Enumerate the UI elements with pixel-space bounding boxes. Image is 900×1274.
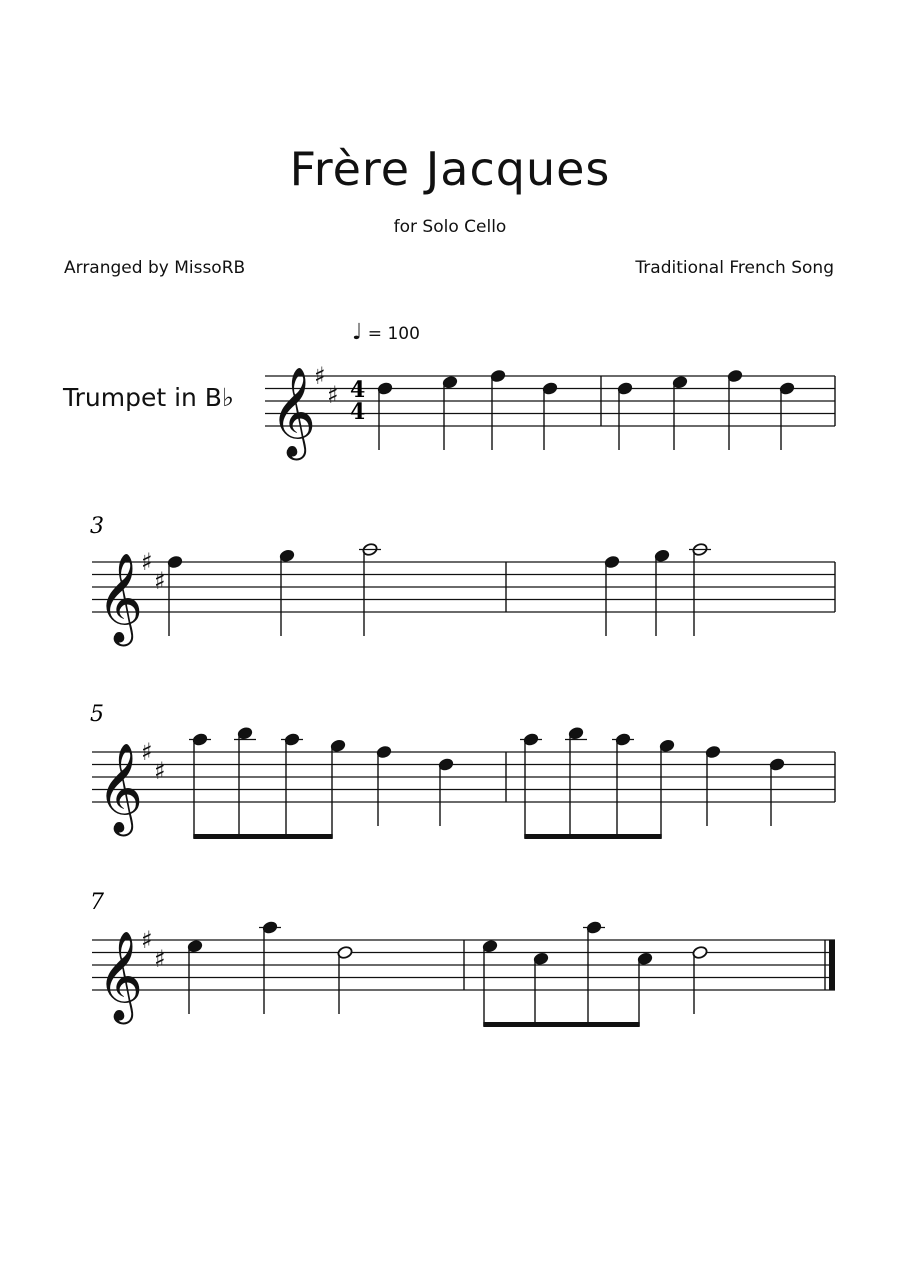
final-barline-thick xyxy=(829,940,835,990)
composer-credit: Traditional French Song xyxy=(635,258,834,278)
quarter-note-icon: ♩ xyxy=(352,320,363,345)
eighth-note-beam xyxy=(193,834,332,839)
instrument-name: Trumpet in B♭ xyxy=(63,383,234,412)
sharp-icon: ♯ xyxy=(154,566,166,595)
sharp-icon: ♯ xyxy=(314,362,326,390)
eighth-note-beam xyxy=(524,834,661,839)
time-signature-numerator: 4 xyxy=(350,377,366,403)
treble-clef-icon: 𝄞 xyxy=(270,367,317,457)
treble-clef-icon: 𝄞 xyxy=(97,743,144,833)
sharp-icon: ♯ xyxy=(141,926,153,954)
sharp-icon: ♯ xyxy=(141,548,153,576)
sharp-icon: ♯ xyxy=(154,756,166,785)
score-subtitle: for Solo Cello xyxy=(393,217,507,237)
measure-number-5: 5 xyxy=(90,702,104,727)
measure-number-7: 7 xyxy=(90,890,104,915)
time-signature-denominator: 4 xyxy=(350,399,366,425)
treble-clef-icon: 𝄞 xyxy=(97,553,144,643)
sharp-icon: ♯ xyxy=(141,738,153,766)
eighth-note-beam xyxy=(483,1022,639,1027)
tempo-value: = 100 xyxy=(367,324,420,344)
sharp-icon: ♯ xyxy=(154,944,166,973)
sharp-icon: ♯ xyxy=(327,380,339,409)
score-title: Frère Jacques xyxy=(289,142,611,196)
treble-clef-icon: 𝄞 xyxy=(97,931,144,1021)
measure-number-3: 3 xyxy=(90,514,104,539)
arranger-credit: Arranged by MissoRB xyxy=(64,258,246,278)
